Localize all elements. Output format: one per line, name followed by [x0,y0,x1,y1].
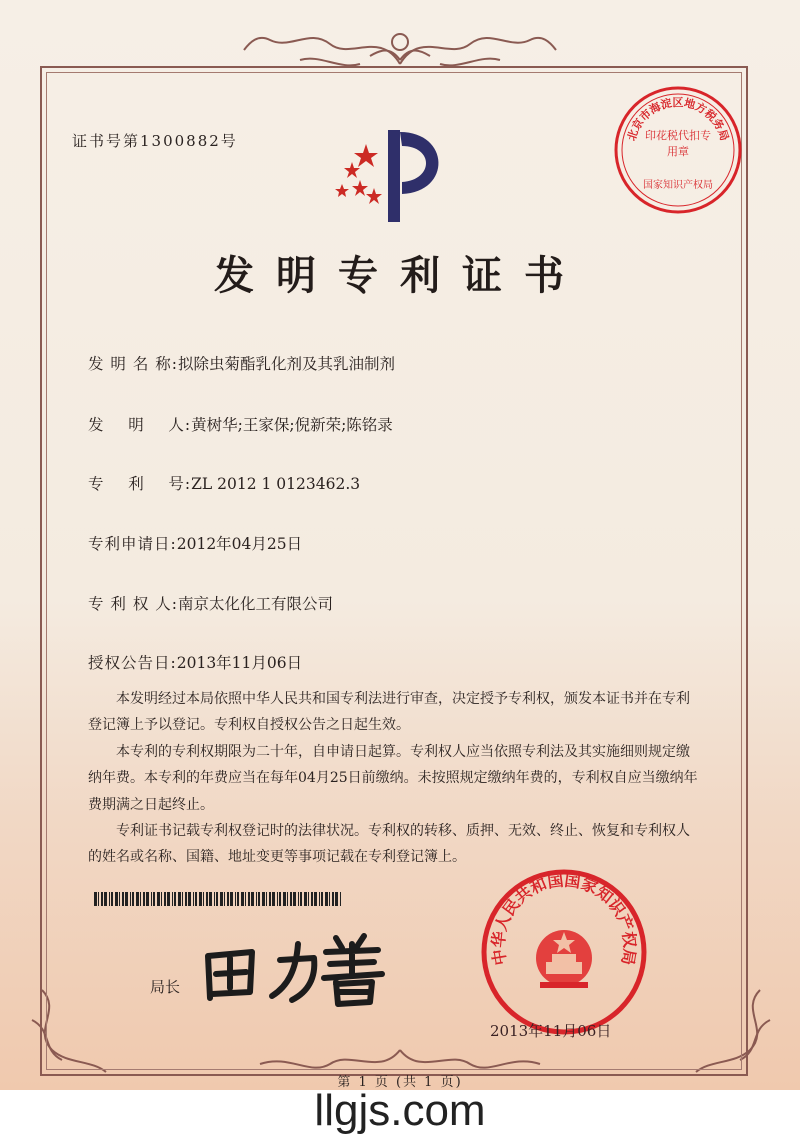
field-label: 发 明 名 称: [88,355,179,373]
seal-ring-text: 中华人民共和国国家知识产权局 [488,870,640,967]
body-paragraph: 本发明经过本局依照中华人民共和国专利法进行审查，决定授予专利权，颁发本证书并在专利登记簿上予以登记。专利权自授权公告之日起生效。 [88,691,690,734]
seal-date: 2013年11月06日 [490,1022,612,1040]
body-paragraph: 专利证书记载专利权登记时的法律状况。专利权的转移、质押、无效、终止、恢复和专利权人的姓名或名称、国籍、地址变更等事项记载在专利登记簿上。 [88,823,690,866]
field-value: ZL 2012 1 0123462.3 [191,475,361,493]
field-value: 2013年11月06日 [176,654,303,672]
field-inventors [88,413,393,435]
tax-stamp-center-text: 印花税代扣专用章 [645,129,711,158]
field-patentee [88,592,333,614]
field-grant-date [88,651,302,673]
sipo-logo [330,122,460,232]
field-value: 南京太化化工有限公司 [178,595,334,613]
field-label: 专 利 权 人: [88,595,179,613]
field-label: 发 明 人: [88,416,192,434]
certificate-body [88,686,698,871]
tax-stamp-ring-text: 北京市海淀区地方税务局 [624,96,732,143]
director-signature [196,930,396,1010]
national-emblem-icon [536,930,592,988]
field-invention-name [88,352,395,374]
field-label: 专 利 号: [88,475,192,493]
watermark: llgjs.com [314,1086,486,1135]
barcode [94,892,344,906]
field-label: 专利申请日: [88,535,177,553]
field-value: 黄树华;王家保;倪新荣;陈铭录 [191,416,393,434]
field-value: 2012年04月25日 [176,535,303,553]
patent-office-seal [478,866,650,1038]
page-footer: 第 1 页 (共 1 页) [337,1075,463,1090]
field-application-date [88,532,302,554]
tax-stamp [612,84,744,216]
certificate-title: 发明专利证书 [214,252,586,299]
director-label: 局长 [150,978,181,996]
field-label: 授权公告日: [88,654,177,672]
field-value: 拟除虫菊酯乳化剂及其乳油制剂 [178,355,396,373]
body-paragraph: 本专利的专利权期限为二十年，自申请日起算。专利权人应当依照专利法及其实施细则规定缴纳年费。本专利的年费应当在每年04月25日前缴纳。未按照规定缴纳年费的，专利权自应当缴纳年费期满之日起终止。 [88,743,698,813]
field-patent-number [88,472,360,494]
tax-stamp-bottom-text: 国家知识产权局 [643,180,713,191]
certificate-number: 证书号第1300882号 [72,132,238,150]
